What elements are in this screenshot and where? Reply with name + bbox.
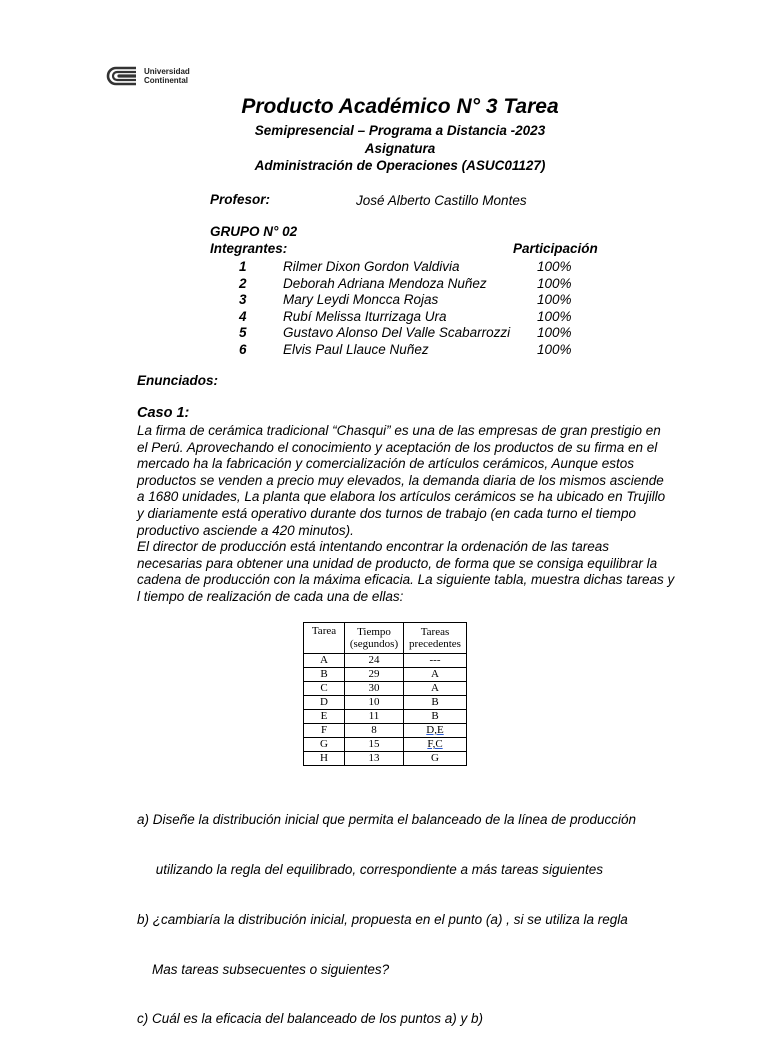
cell-precedentes: A <box>404 682 467 696</box>
case-line: productivo asciende a 420 minutos). <box>137 522 354 538</box>
cell-precedentes: B <box>404 710 467 724</box>
case-line: l tiempo de realización de cada una de ellas: <box>137 588 404 604</box>
member-name: Rilmer Dixon Gordon Valdivia <box>283 259 460 274</box>
cell-tarea: G <box>304 738 345 752</box>
member-number: 3 <box>239 292 247 307</box>
table-row <box>304 710 467 724</box>
cell-precedentes: D,E <box>404 724 467 738</box>
page-title: Producto Académico N° 3 Tarea <box>241 95 559 118</box>
cell-tarea: H <box>304 752 345 766</box>
member-number: 6 <box>239 342 247 357</box>
cell-tiempo: 24 <box>345 654 404 668</box>
header-tiempo: Tiempo (segundos) <box>345 623 404 654</box>
cell-precedentes: B <box>404 696 467 710</box>
case-line: El director de producción está intentando encontrar la ordenación de las tareas <box>137 539 610 555</box>
member-name: Gustavo Alonso Del Valle Scabarrozzi <box>283 325 511 340</box>
member-name: Rubí Melissa Iturrizaga Ura <box>283 309 447 324</box>
cell-tarea: C <box>304 682 345 696</box>
group-label: GRUPO N° 02 <box>210 224 298 239</box>
case-title: Caso 1: <box>137 405 190 421</box>
cell-tarea: E <box>304 710 345 724</box>
table-row <box>304 752 467 766</box>
member-participation: 100% <box>537 259 572 274</box>
cell-tarea: D <box>304 696 345 710</box>
case-paragraph <box>137 423 675 606</box>
case-line: La firma de cerámica tradicional “Chasqui” es una de las empresas de gran prestigio en <box>137 423 661 438</box>
questions-list <box>137 779 667 1045</box>
case-line: a 1680 unidades, La planta que elabora los artículos cerámicos se ha ubicado en Trujillo <box>137 489 666 505</box>
member-number: 2 <box>239 276 247 291</box>
enunciados-heading: Enunciados: <box>137 373 219 388</box>
case-line: el Perú. Aprovechando el conocimiento y aceptación de los productos de su firma en el <box>137 439 658 455</box>
members-label: Integrantes: <box>210 241 288 256</box>
cell-tiempo: 30 <box>345 682 404 696</box>
continental-logo-icon <box>106 66 140 86</box>
participation-label: Participación <box>513 241 598 256</box>
table-row <box>304 668 467 682</box>
table-row <box>304 654 467 668</box>
table-row <box>304 696 467 710</box>
subtitle-asignatura: Asignatura <box>364 141 436 156</box>
case-line: cadena de producción con la máxima eficacia. La siguiente tabla, muestra dichas tareas y <box>137 572 675 588</box>
cell-precedentes: --- <box>404 654 467 668</box>
cell-tiempo: 29 <box>345 668 404 682</box>
member-number: 5 <box>239 325 247 340</box>
cell-tarea: A <box>304 654 345 668</box>
cell-tiempo: 11 <box>345 710 404 724</box>
logo-line1: Universidad <box>144 67 190 76</box>
member-participation: 100% <box>537 325 572 340</box>
member-participation: 100% <box>537 309 572 324</box>
question-line: a) Diseñe la distribución inicial que permita el balanceado de la línea de producción <box>137 812 637 828</box>
table-row <box>304 724 467 738</box>
question-line: b) ¿cambiaría la distribución inicial, propuesta en el punto (a) , si se utiliza la regla <box>137 911 628 927</box>
case-line: necesarias para obtener una unidad de producto, de forma que se consiga equilibrar la <box>137 555 658 571</box>
cell-precedentes: A <box>404 668 467 682</box>
header-tarea: Tarea <box>304 623 345 654</box>
cell-precedentes: F,C <box>404 738 467 752</box>
university-logo <box>106 66 190 86</box>
cell-tiempo: 8 <box>345 724 404 738</box>
question-line: c) Cuál es la eficacia del balanceado de los puntos a) y b) <box>137 1011 483 1027</box>
case-line: productos se venden a precio muy elevados, la demanda diaria de los mismos asciende <box>137 472 664 488</box>
member-number: 1 <box>239 259 247 274</box>
question-line: Mas tareas subsecuentes o siguientes? <box>137 961 390 977</box>
member-participation: 100% <box>537 292 572 307</box>
member-name: Mary Leydi Moncca Rojas <box>283 292 439 307</box>
cell-precedentes: G <box>404 752 467 766</box>
case-line: mercado ha la fabricación y comercialización de artículos cerámicos, Aunque estos <box>137 456 634 472</box>
cell-tarea: F <box>304 724 345 738</box>
cell-tiempo: 15 <box>345 738 404 752</box>
cell-tarea: B <box>304 668 345 682</box>
professor-name: José Alberto Castillo Montes <box>356 193 527 208</box>
member-number: 4 <box>239 309 247 324</box>
question-line: utilizando la regla del equilibrado, correspondiente a más tareas siguientes <box>137 861 604 877</box>
subtitle-program: Semipresencial – Programa a Distancia -2023 <box>254 123 546 138</box>
header-precedentes: Tareas precedentes <box>404 623 467 654</box>
cell-tiempo: 10 <box>345 696 404 710</box>
member-participation: 100% <box>537 342 572 357</box>
professor-label: Profesor: <box>210 192 271 207</box>
subtitle-course: Administración de Operaciones (ASUC01127) <box>254 158 546 173</box>
table-header-row <box>304 623 467 654</box>
member-name: Elvis Paul Llauce Nuñez <box>283 342 429 357</box>
tasks-table <box>303 622 467 766</box>
logo-line2: Continental <box>144 76 188 85</box>
member-participation: 100% <box>537 276 572 291</box>
table-row <box>304 738 467 752</box>
case-line: y diariamente está operativo durante dos turnos de trabajo (en cada turno el tiempo <box>137 505 637 521</box>
cell-tiempo: 13 <box>345 752 404 766</box>
member-name: Deborah Adriana Mendoza Nuñez <box>283 276 487 291</box>
table-row <box>304 682 467 696</box>
